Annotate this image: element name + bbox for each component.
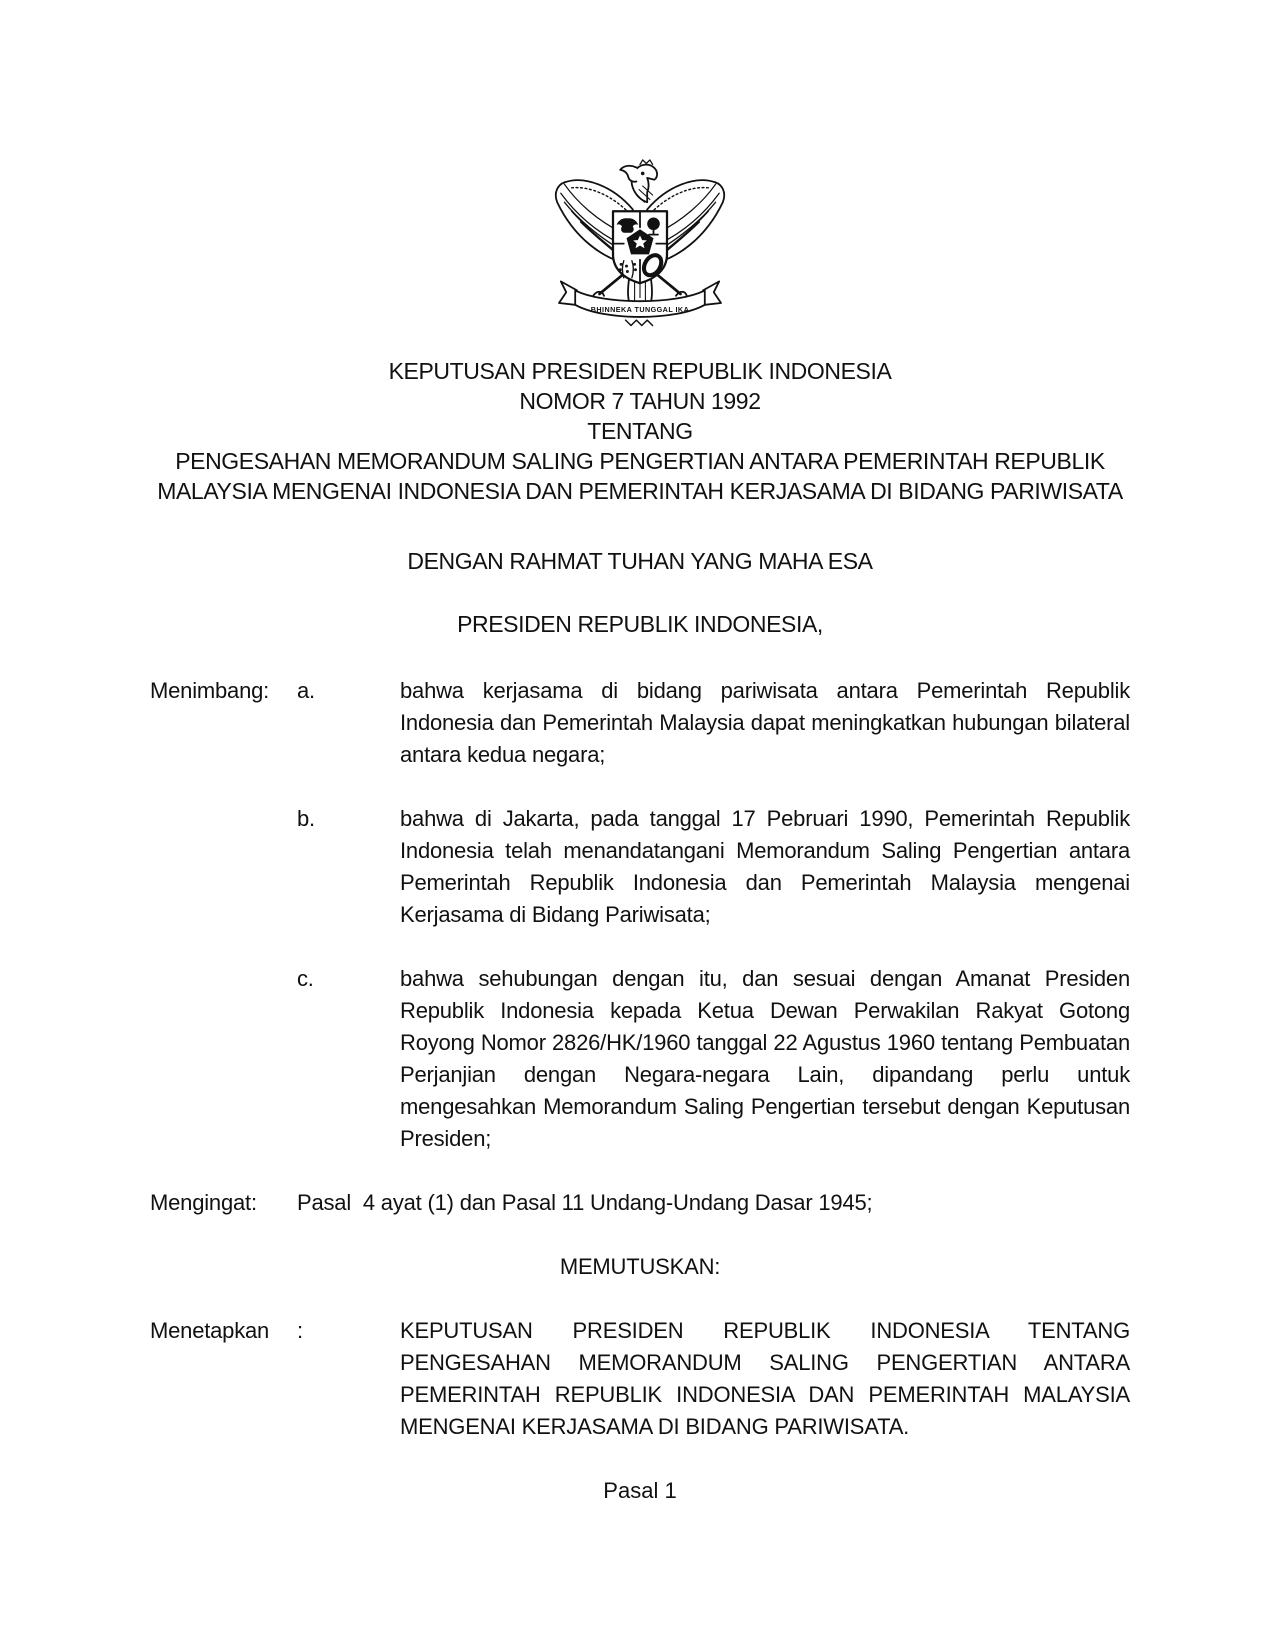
garuda-pancasila-icon — [550, 146, 730, 334]
invocation-line: DENGAN RAHMAT TUHAN YANG MAHA ESA — [407, 548, 873, 574]
motto-text: BHINNEKA TUNGGAL IKA — [590, 305, 690, 314]
title-line-1: KEPUTUSAN PRESIDEN REPUBLIK INDONESIA — [388, 358, 892, 384]
considering-item-a-letter: a. — [297, 678, 315, 703]
authority-line: PRESIDEN REPUBLIK INDONESIA, — [457, 611, 823, 637]
memutuskan-heading: MEMUTUSKAN: — [559, 1254, 721, 1279]
considering-label: Menimbang: — [150, 678, 270, 703]
title-line-3: TENTANG — [587, 418, 693, 444]
title-line-4: PENGESAHAN MEMORANDUM SALING PENGERTIAN ANTARA PEMERINTAH REPUBLIK — [175, 448, 1105, 474]
stipulating-section — [150, 1315, 1130, 1443]
title-line-5: MALAYSIA MENGENAI INDONESIA DAN PEMERINTAH KERJASAMA DI BIDANG PARIWISATA — [157, 478, 1123, 504]
title-line-2: NOMOR 7 TAHUN 1992 — [519, 388, 761, 414]
considering-item-b-letter: b. — [297, 806, 315, 831]
considering-item-c-letter: c. — [297, 966, 314, 991]
stipulating-label: Menetapkan — [150, 1318, 270, 1343]
stipulating-text: KEPUTUSAN PRESIDEN REPUBLIK INDONESIA TENTANG PENGESAHAN MEMORANDUM SALING PENGERTIAN ANTARA PEMERINTAH REPUBLIK INDONESIA DAN PEMERINTAH MALAYSIA MENGENAI KERJASAMA DI BIDANG PARIWISATA. — [400, 1318, 1130, 1439]
garuda-pancasila-emblem — [550, 146, 730, 334]
considering-item-a-text: bahwa kerjasama di bidang pariwisata antara Pemerintah Republik Indonesia dan Pemerintah Malaysia dapat meningkatkan hubungan bilateral antara kedua negara; — [400, 678, 1130, 767]
stipulating-colon: : — [297, 1318, 303, 1343]
considering-item-c-text: bahwa sehubungan dengan itu, dan sesuai dengan Amanat Presiden Republik Indonesia kepada Ketua Dewan Perwakilan Rakyat Gotong Royong Nomor 2826/HK/1960 tanggal 22 Agustus 1960 tentang Pembuatan Perjanjian dengan Negara-negara Lain, dipandang perlu untuk mengesahkan Memorandum Saling Pengertian tersebut dengan Keputusan Presiden; — [400, 966, 1130, 1151]
recalling-label: Mengingat: — [150, 1190, 257, 1215]
considering-section — [150, 675, 1130, 1219]
recalling-text: Pasal 4 ayat (1) dan Pasal 11 Undang-Undang Dasar 1945; — [297, 1190, 873, 1215]
pancasila-shield — [613, 211, 667, 283]
considering-item-b-text: bahwa di Jakarta, pada tanggal 17 Pebruari 1990, Pemerintah Republik Indonesia telah menandatangani Memorandum Saling Pengertian antara Pemerintah Republik Indonesia dan Pemerintah Malaysia mengenai Kerjasama di Bidang Pariwisata; — [400, 806, 1130, 927]
decree-title-block — [150, 356, 1130, 506]
article-1-heading: Pasal 1 — [603, 1478, 677, 1503]
